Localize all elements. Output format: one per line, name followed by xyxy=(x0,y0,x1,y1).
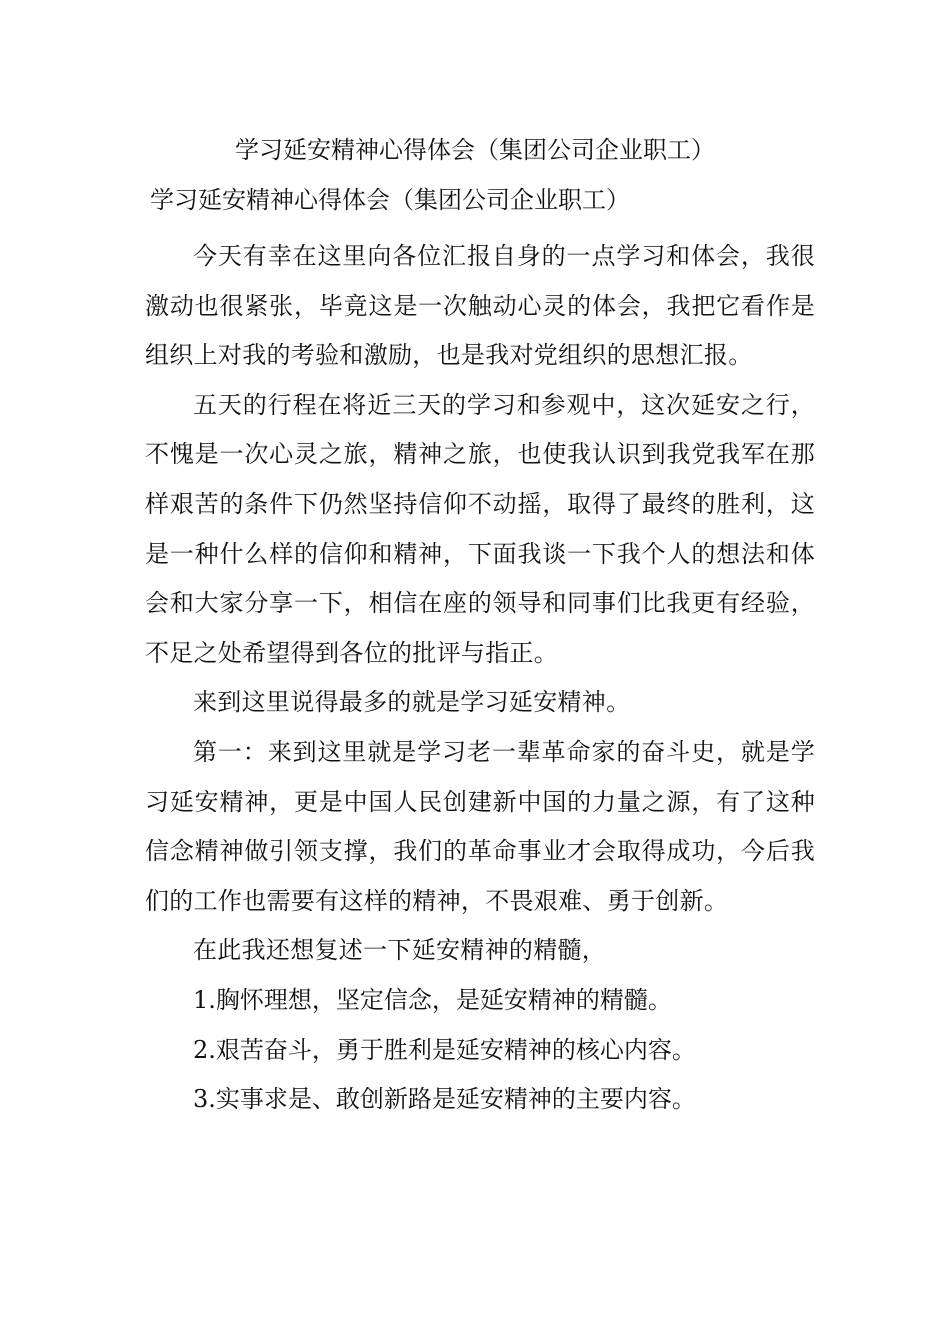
document-subtitle: 学习延安精神心得体会（集团公司企业职工） xyxy=(150,186,630,214)
paragraph-yanan-spirit: 来到这里说得最多的就是学习延安精神。 xyxy=(193,688,631,717)
list-item-1: 1.胸怀理想，坚定信念，是延安精神的精髓。 xyxy=(193,985,672,1014)
list-item-3: 3.实事求是、敢创新路是延安精神的主要内容。 xyxy=(193,1085,696,1114)
list-item-2: 2.艰苦奋斗，勇于胜利是延安精神的核心内容。 xyxy=(193,1035,696,1064)
document-title: 学习延安精神心得体会（集团公司企业职工） xyxy=(235,136,715,164)
paragraph-trip: 五天的行程在将近三天的学习和参观中，这次延安之行，不愧是一次心灵之旅，精神之旅，也使我认识到我党我军在那样艰苦的条件下仍然坚持信仰不动摇，取得了最终的胜利，这是一种什么样的信仰和精神，下面我谈一下我个人的想法和体会和大家分享一下，相信在座的领导和同事们比我更有经验，不足之处希望得到各位的批评与指正。 xyxy=(145,390,815,667)
paragraph-essence-intro: 在此我还想复述一下延安精神的精髓， xyxy=(193,936,607,965)
document-body xyxy=(145,232,815,1125)
paragraph-intro: 今天有幸在这里向各位汇报自身的一点学习和体会，我很激动也很紧张，毕竟这是一次触动心灵的体会，我把它看作是组织上对我的考验和激励，也是我对党组织的思想汇报。 xyxy=(145,242,815,370)
paragraph-first-point: 第一：来到这里就是学习老一辈革命家的奋斗史，就是学习延安精神，更是中国人民创建新中国的力量之源，有了这种信念精神做引领支撑，我们的革命事业才会取得成功，今后我们的工作也需要有这样的精神，不畏艰难、勇于创新。 xyxy=(145,737,815,915)
